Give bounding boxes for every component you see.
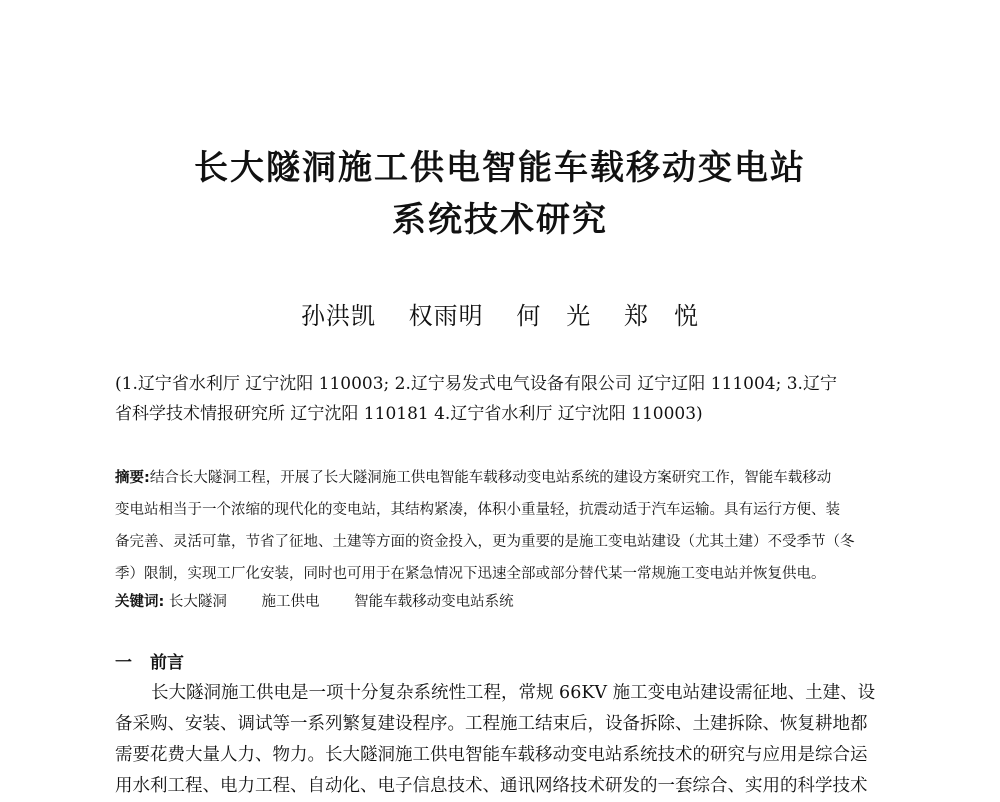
author-2: 权雨明 (408, 302, 484, 330)
paper-title-line1: 长大隧洞施工供电智能车载移动变电站 (194, 148, 806, 188)
section-heading (115, 648, 184, 673)
paper-title-line2: 系统技术研究 (392, 200, 608, 240)
abstract-text-1: 结合长大隧洞工程，开展了长大隧洞施工供电智能车载移动变电站系统的建设方案研究工作，智能车载移动 (149, 470, 832, 486)
keywords-label: 关键词: (115, 594, 165, 610)
affiliation-line1: (1.辽宁省水利厅 辽宁沈阳 110003; 2.辽宁易发式电气设备有限公司 辽宁辽阳 111004; 3.辽宁 (115, 374, 837, 394)
abstract-line1 (115, 462, 885, 494)
keyword-1: 长大隧洞 (168, 594, 227, 610)
keywords-line (115, 586, 885, 618)
author-4: 郑 悦 (623, 302, 699, 330)
author-1: 孙洪凯 (301, 302, 377, 330)
body-line1: 长大隧洞施工供电是一项十分复杂系统性工程，常规 66KV 施工变电站建设需征地、土建、设 (151, 683, 876, 703)
affiliation-line2: 省科学技术情报研究所 辽宁沈阳 110181 4.辽宁省水利厅 辽宁沈阳 110003) (115, 404, 703, 424)
abstract-line4: 季）限制，实现工厂化安装，同时也可用于在紧急情况下迅速全部或部分替代某一常规施工变电站并恢复供电。 (115, 566, 826, 582)
keyword-2: 施工供电 (261, 594, 320, 610)
section-number: 一 (115, 653, 132, 673)
body-line2: 备采购、安装、调试等一系列繁复建设程序。工程施工结束后，设备拆除、土建拆除、恢复耕地都 (115, 714, 868, 734)
body-line3: 需要花费大量人力、物力。长大隧洞施工供电智能车载移动变电站系统技术的研究与应用是综合运 (115, 745, 868, 765)
abstract-line3: 备完善、灵活可靠，节省了征地、土建等方面的资金投入，更为重要的是施工变电站建设（尤其土建）不受季节（冬 (115, 534, 855, 550)
author-list (0, 296, 1000, 331)
abstract-line2: 变电站相当于一个浓缩的现代化的变电站，其结构紧凑，体积小重量轻，抗震动适于汽车运输。具有运行方便、装 (115, 502, 840, 518)
body-line4: 用水利工程、电力工程、自动化、电子信息技术、通讯网络技术研发的一套综合、实用的科学技术 (115, 776, 868, 796)
abstract-label: 摘要: (115, 470, 150, 486)
keyword-3: 智能车载移动变电站系统 (354, 594, 514, 610)
section-title: 前言 (150, 653, 184, 673)
author-3: 何 光 (516, 302, 592, 330)
